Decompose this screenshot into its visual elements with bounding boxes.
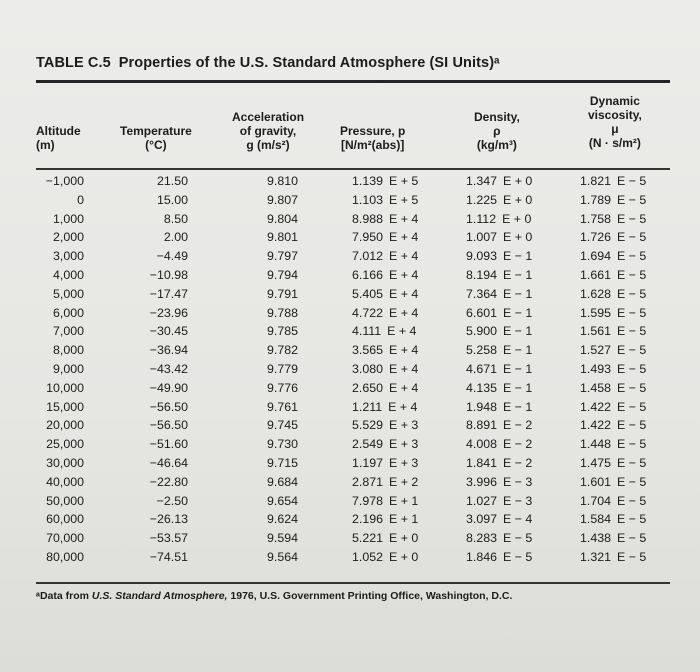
cell-pressure-exponent: E + 3 — [389, 455, 419, 470]
cell-pressure-mantissa: 7.012 — [352, 249, 384, 264]
cell-density-mantissa: 5.258 — [466, 343, 498, 358]
cell-viscosity-mantissa: 1.661 — [580, 267, 612, 282]
cell-pressure-exponent: E + 4 — [389, 286, 419, 301]
cell-gravity: 9.776 — [266, 380, 298, 395]
cell-pressure-mantissa: 1.197 — [352, 455, 384, 470]
cell-viscosity-mantissa: 1.448 — [580, 437, 612, 452]
cell-gravity: 9.730 — [266, 437, 298, 452]
cell-gravity: 9.797 — [266, 249, 298, 264]
cell-viscosity-exponent: E − 5 — [617, 174, 647, 188]
cell-altitude: 10,000 — [46, 380, 84, 395]
cell-density — [466, 266, 545, 285]
cell-viscosity-mantissa: 1.601 — [580, 474, 612, 489]
cell-gravity: 9.810 — [266, 174, 298, 188]
cell-density — [466, 510, 545, 529]
cell-altitude: −1,000 — [45, 174, 84, 188]
cell-viscosity-mantissa: 1.422 — [580, 418, 612, 433]
cell-pressure — [352, 247, 431, 266]
cell-viscosity-exponent: E − 5 — [617, 361, 647, 376]
cell-viscosity-mantissa: 1.584 — [580, 512, 612, 527]
cell-viscosity-exponent: E − 5 — [617, 230, 647, 245]
cell-viscosity — [580, 247, 659, 266]
column-altitude — [36, 172, 84, 567]
cell-density — [466, 191, 545, 210]
cell-pressure — [352, 172, 431, 191]
cell-density-exponent: E − 1 — [503, 286, 533, 301]
cell-density-exponent: E + 0 — [503, 230, 533, 245]
cell-viscosity-exponent: E − 5 — [617, 399, 647, 414]
cell-pressure — [352, 360, 431, 379]
table-title — [36, 55, 670, 71]
cell-temperature: −74.51 — [149, 549, 188, 564]
cell-pressure-exponent: E + 4 — [389, 380, 419, 395]
cell-pressure-exponent: E + 1 — [389, 512, 419, 527]
cell-pressure-mantissa: 7.978 — [352, 493, 384, 508]
cell-altitude: 80,000 — [46, 549, 84, 564]
cell-viscosity — [580, 191, 659, 210]
cell-density — [466, 548, 545, 567]
cell-altitude: 40,000 — [46, 474, 84, 489]
cell-density-exponent: E − 5 — [503, 531, 533, 546]
cell-viscosity — [580, 360, 659, 379]
cell-viscosity-mantissa: 1.628 — [580, 286, 612, 301]
cell-density-exponent: E − 1 — [503, 267, 533, 282]
cell-viscosity-mantissa: 1.527 — [580, 343, 612, 358]
cell-altitude: 3,000 — [52, 249, 84, 264]
table-label: TABLE C.5 — [36, 55, 111, 71]
cell-density — [466, 341, 545, 360]
cell-gravity: 9.684 — [266, 474, 298, 489]
cell-pressure-exponent: E + 0 — [389, 531, 419, 546]
top-rule — [36, 80, 670, 83]
cell-pressure-mantissa: 4.722 — [352, 305, 384, 320]
header-temperature: Temperature (°C) — [120, 124, 192, 152]
cell-gravity: 9.791 — [266, 286, 298, 301]
cell-density-mantissa: 9.093 — [466, 249, 498, 264]
bottom-rule — [36, 582, 670, 584]
cell-pressure — [352, 548, 431, 567]
cell-temperature: −56.50 — [149, 418, 188, 433]
footnote-marker: ᵃ — [36, 590, 40, 602]
cell-pressure — [352, 473, 431, 492]
cell-viscosity-mantissa: 1.561 — [580, 324, 612, 339]
cell-viscosity — [580, 379, 659, 398]
cell-density-exponent: E − 2 — [503, 455, 533, 470]
cell-density-exponent: E − 3 — [503, 493, 533, 508]
cell-density — [466, 416, 545, 435]
cell-viscosity-mantissa: 1.493 — [580, 361, 612, 376]
cell-temperature: 2.00 — [163, 230, 188, 245]
cell-viscosity — [580, 398, 659, 417]
cell-viscosity-mantissa: 1.595 — [580, 305, 612, 320]
cell-pressure-exponent: E + 2 — [389, 474, 419, 489]
cell-altitude: 30,000 — [46, 455, 84, 470]
cell-altitude: 70,000 — [46, 531, 84, 546]
cell-pressure-mantissa: 2.650 — [352, 380, 384, 395]
header-pressure: Pressure, p [N/m²(abs)] — [340, 124, 406, 152]
cell-density — [466, 360, 545, 379]
cell-pressure-exponent: E + 3 — [389, 418, 419, 433]
cell-viscosity-exponent: E − 5 — [617, 192, 647, 207]
cell-viscosity-exponent: E − 5 — [617, 418, 647, 433]
cell-density — [466, 379, 545, 398]
cell-pressure-exponent: E + 5 — [389, 192, 419, 207]
cell-density-exponent: E − 3 — [503, 474, 533, 489]
cell-viscosity-exponent: E − 5 — [617, 493, 647, 508]
cell-pressure-mantissa: 5.221 — [352, 531, 384, 546]
cell-altitude: 2,000 — [52, 230, 84, 245]
cell-viscosity — [580, 435, 659, 454]
cell-viscosity — [580, 172, 659, 191]
cell-viscosity — [580, 304, 659, 323]
cell-viscosity-exponent: E − 5 — [617, 437, 647, 452]
cell-gravity: 9.564 — [266, 549, 298, 564]
cell-altitude: 6,000 — [52, 305, 84, 320]
cell-density-mantissa: 7.364 — [466, 286, 498, 301]
cell-pressure — [352, 379, 431, 398]
cell-density — [466, 435, 545, 454]
cell-density-exponent: E − 1 — [503, 399, 533, 414]
cell-viscosity-exponent: E − 5 — [617, 305, 647, 320]
cell-temperature: −2.50 — [156, 493, 188, 508]
cell-altitude: 20,000 — [46, 418, 84, 433]
column-viscosity — [580, 172, 659, 567]
cell-viscosity — [580, 548, 659, 567]
cell-pressure-mantissa: 4.111 — [352, 324, 382, 339]
cell-viscosity-exponent: E − 5 — [617, 249, 647, 264]
footnote-source: U.S. Standard Atmosphere, — [91, 590, 228, 602]
cell-pressure-exponent: E + 4 — [389, 267, 419, 282]
cell-viscosity — [580, 529, 659, 548]
cell-viscosity-exponent: E − 5 — [617, 474, 647, 489]
cell-viscosity-exponent: E − 5 — [617, 455, 647, 470]
cell-density — [466, 247, 545, 266]
cell-density-mantissa: 1.841 — [466, 455, 498, 470]
cell-pressure-mantissa: 6.166 — [352, 267, 384, 282]
cell-viscosity — [580, 473, 659, 492]
cell-temperature: −53.57 — [149, 531, 188, 546]
cell-density-exponent: E − 1 — [503, 249, 533, 264]
cell-temperature: −17.47 — [149, 286, 188, 301]
cell-viscosity-mantissa: 1.422 — [580, 399, 612, 414]
cell-density-mantissa: 1.007 — [466, 230, 498, 245]
footnote-suffix: 1976, U.S. Government Printing Office, Washington, D.C. — [227, 590, 513, 602]
cell-pressure-mantissa: 1.211 — [352, 399, 383, 414]
cell-density-exponent: E + 0 — [503, 192, 533, 207]
cell-density-exponent: E − 1 — [503, 305, 533, 320]
cell-viscosity-mantissa: 1.694 — [580, 249, 612, 264]
cell-density-exponent: E − 4 — [503, 512, 533, 527]
cell-pressure — [352, 510, 431, 529]
cell-pressure-exponent: E + 4 — [389, 343, 419, 358]
cell-density — [466, 492, 545, 511]
cell-gravity: 9.788 — [266, 305, 298, 320]
cell-pressure-exponent: E + 4 — [387, 324, 417, 339]
cell-pressure — [352, 191, 431, 210]
cell-viscosity-mantissa: 1.704 — [580, 493, 612, 508]
cell-density-mantissa: 1.846 — [466, 549, 498, 564]
cell-viscosity — [580, 510, 659, 529]
column-density — [466, 172, 545, 567]
cell-pressure-exponent: E + 4 — [389, 249, 419, 264]
cell-pressure-mantissa: 7.950 — [352, 230, 384, 245]
header-altitude: Altitude (m) — [36, 124, 81, 152]
cell-gravity: 9.745 — [266, 418, 298, 433]
cell-density — [466, 322, 545, 341]
cell-density — [466, 398, 545, 417]
cell-pressure-exponent: E + 4 — [389, 230, 419, 245]
cell-gravity: 9.807 — [266, 192, 298, 207]
cell-pressure-mantissa: 1.052 — [352, 549, 384, 564]
cell-viscosity-exponent: E − 5 — [617, 549, 647, 564]
cell-viscosity — [580, 454, 659, 473]
cell-density-exponent: E − 1 — [503, 361, 533, 376]
cell-density-mantissa: 4.135 — [466, 380, 498, 395]
cell-density — [466, 454, 545, 473]
cell-pressure-exponent: E + 1 — [389, 493, 419, 508]
cell-pressure-exponent: E + 3 — [389, 437, 419, 452]
cell-viscosity — [580, 210, 659, 229]
cell-viscosity-exponent: E − 5 — [617, 211, 647, 226]
cell-pressure — [352, 341, 431, 360]
cell-viscosity-exponent: E − 5 — [617, 531, 647, 546]
cell-pressure — [352, 454, 431, 473]
cell-pressure-mantissa: 5.529 — [352, 418, 384, 433]
cell-viscosity-mantissa: 1.458 — [580, 380, 612, 395]
cell-gravity: 9.794 — [266, 267, 298, 282]
cell-pressure-mantissa: 5.405 — [352, 286, 384, 301]
cell-altitude: 8,000 — [52, 343, 84, 358]
cell-temperature: −49.90 — [149, 380, 188, 395]
footnote-prefix: Data from — [39, 590, 92, 602]
cell-density-mantissa: 1.347 — [466, 174, 498, 188]
cell-viscosity — [580, 266, 659, 285]
cell-viscosity-exponent: E − 5 — [617, 380, 647, 395]
cell-pressure — [352, 529, 431, 548]
cell-pressure-mantissa: 2.549 — [352, 437, 384, 452]
cell-pressure — [352, 210, 431, 229]
cell-gravity: 9.801 — [266, 230, 298, 245]
cell-gravity: 9.779 — [266, 361, 298, 376]
cell-density — [466, 210, 545, 229]
cell-density — [466, 228, 545, 247]
cell-gravity: 9.654 — [266, 493, 298, 508]
cell-pressure — [352, 266, 431, 285]
cell-gravity: 9.804 — [266, 211, 298, 226]
cell-pressure-mantissa: 2.871 — [352, 474, 384, 489]
cell-temperature: −46.64 — [149, 455, 188, 470]
cell-viscosity-mantissa: 1.821 — [580, 174, 612, 188]
cell-pressure — [352, 492, 431, 511]
cell-density-exponent: E + 0 — [503, 174, 533, 188]
cell-gravity: 9.761 — [266, 399, 298, 414]
cell-pressure-mantissa: 2.196 — [352, 512, 384, 527]
cell-viscosity — [580, 322, 659, 341]
cell-temperature: −51.60 — [149, 437, 188, 452]
cell-temperature: −56.50 — [149, 399, 188, 414]
cell-altitude: 4,000 — [52, 267, 84, 282]
cell-density-mantissa: 8.283 — [466, 531, 498, 546]
cell-density-mantissa: 4.008 — [466, 437, 498, 452]
header-rule — [36, 168, 670, 170]
cell-viscosity-exponent: E − 5 — [617, 267, 647, 282]
cell-density-mantissa: 6.601 — [466, 305, 498, 320]
cell-temperature: −30.45 — [149, 324, 188, 339]
cell-temperature: −43.42 — [149, 361, 188, 376]
cell-viscosity — [580, 416, 659, 435]
cell-density-mantissa: 8.891 — [466, 418, 498, 433]
cell-density-exponent: E − 5 — [503, 549, 533, 564]
cell-altitude: 1,000 — [52, 211, 84, 226]
column-gravity — [240, 172, 298, 567]
cell-viscosity — [580, 285, 659, 304]
footnote — [36, 590, 512, 602]
cell-viscosity-mantissa: 1.438 — [580, 531, 612, 546]
cell-temperature: −22.80 — [149, 474, 188, 489]
cell-density — [466, 285, 545, 304]
cell-temperature: 8.50 — [163, 211, 188, 226]
cell-pressure — [352, 285, 431, 304]
cell-altitude: 25,000 — [46, 437, 84, 452]
cell-pressure-mantissa: 3.565 — [352, 343, 384, 358]
cell-viscosity-mantissa: 1.789 — [580, 192, 612, 207]
cell-viscosity-mantissa: 1.758 — [580, 211, 612, 226]
cell-viscosity — [580, 228, 659, 247]
cell-pressure-exponent: E + 4 — [389, 305, 419, 320]
cell-viscosity-mantissa: 1.321 — [580, 549, 612, 564]
cell-density-exponent: E + 0 — [502, 211, 532, 226]
cell-altitude: 5,000 — [52, 286, 84, 301]
cell-density-mantissa: 3.996 — [466, 474, 498, 489]
cell-density-exponent: E − 1 — [503, 380, 533, 395]
cell-temperature: 21.50 — [156, 174, 188, 188]
cell-altitude: 15,000 — [46, 399, 84, 414]
cell-temperature: −23.96 — [149, 305, 188, 320]
cell-pressure — [352, 435, 431, 454]
cell-temperature: 15.00 — [156, 192, 188, 207]
cell-density-mantissa: 1.948 — [466, 399, 498, 414]
cell-density-mantissa: 3.097 — [466, 512, 498, 527]
cell-pressure — [352, 398, 431, 417]
cell-viscosity-mantissa: 1.726 — [580, 230, 612, 245]
cell-temperature: −26.13 — [149, 512, 188, 527]
cell-altitude: 9,000 — [52, 361, 84, 376]
cell-gravity: 9.715 — [266, 455, 298, 470]
cell-viscosity-exponent: E − 5 — [617, 512, 647, 527]
cell-density-mantissa: 5.900 — [466, 324, 498, 339]
cell-density — [466, 473, 545, 492]
cell-gravity: 9.624 — [266, 512, 298, 527]
cell-viscosity-exponent: E − 5 — [617, 324, 647, 339]
cell-pressure — [352, 228, 431, 247]
cell-density-mantissa: 1.112 — [466, 211, 497, 226]
cell-density — [466, 529, 545, 548]
cell-pressure-mantissa: 3.080 — [352, 361, 384, 376]
cell-density-mantissa: 1.027 — [466, 493, 498, 508]
cell-density — [466, 304, 545, 323]
cell-pressure-mantissa: 8.988 — [352, 211, 384, 226]
column-pressure — [352, 172, 431, 567]
cell-gravity: 9.785 — [266, 324, 298, 339]
cell-altitude: 50,000 — [46, 493, 84, 508]
cell-altitude: 0 — [77, 192, 84, 207]
cell-gravity: 9.782 — [266, 343, 298, 358]
header-viscosity: Dynamic viscosity, μ (N · s/m²) — [588, 94, 642, 150]
cell-temperature: −36.94 — [149, 343, 188, 358]
cell-density-exponent: E − 2 — [503, 418, 533, 433]
cell-pressure-exponent: E + 4 — [388, 399, 418, 414]
cell-viscosity-exponent: E − 5 — [617, 343, 647, 358]
column-temperature — [130, 172, 188, 567]
cell-pressure-exponent: E + 4 — [389, 211, 419, 226]
cell-density-mantissa: 4.671 — [466, 361, 498, 376]
cell-density-exponent: E − 1 — [503, 343, 533, 358]
cell-temperature: −10.98 — [149, 267, 188, 282]
cell-viscosity — [580, 341, 659, 360]
table-caption: Properties of the U.S. Standard Atmosphere (SI Units)ᵃ — [118, 55, 500, 71]
cell-pressure-exponent: E + 4 — [389, 361, 419, 376]
cell-density-exponent: E − 1 — [503, 324, 533, 339]
cell-altitude: 7,000 — [52, 324, 84, 339]
cell-pressure-exponent: E + 5 — [389, 174, 419, 188]
cell-viscosity-mantissa: 1.475 — [580, 455, 612, 470]
cell-density — [466, 172, 545, 191]
cell-density-mantissa: 1.225 — [466, 192, 498, 207]
cell-pressure — [352, 416, 431, 435]
cell-pressure-mantissa: 1.139 — [352, 174, 384, 188]
cell-pressure-exponent: E + 0 — [389, 549, 419, 564]
cell-pressure — [352, 304, 431, 323]
cell-density-mantissa: 8.194 — [466, 267, 498, 282]
cell-pressure — [352, 322, 431, 341]
cell-pressure-mantissa: 1.103 — [352, 192, 384, 207]
cell-altitude: 60,000 — [46, 512, 84, 527]
cell-temperature: −4.49 — [156, 249, 188, 264]
cell-viscosity-exponent: E − 5 — [617, 286, 647, 301]
cell-gravity: 9.594 — [266, 531, 298, 546]
cell-density-exponent: E − 2 — [503, 437, 533, 452]
header-gravity: Acceleration of gravity, g (m/s²) — [232, 110, 305, 152]
cell-viscosity — [580, 492, 659, 511]
header-density: Density, ρ (kg/m³) — [474, 110, 520, 152]
